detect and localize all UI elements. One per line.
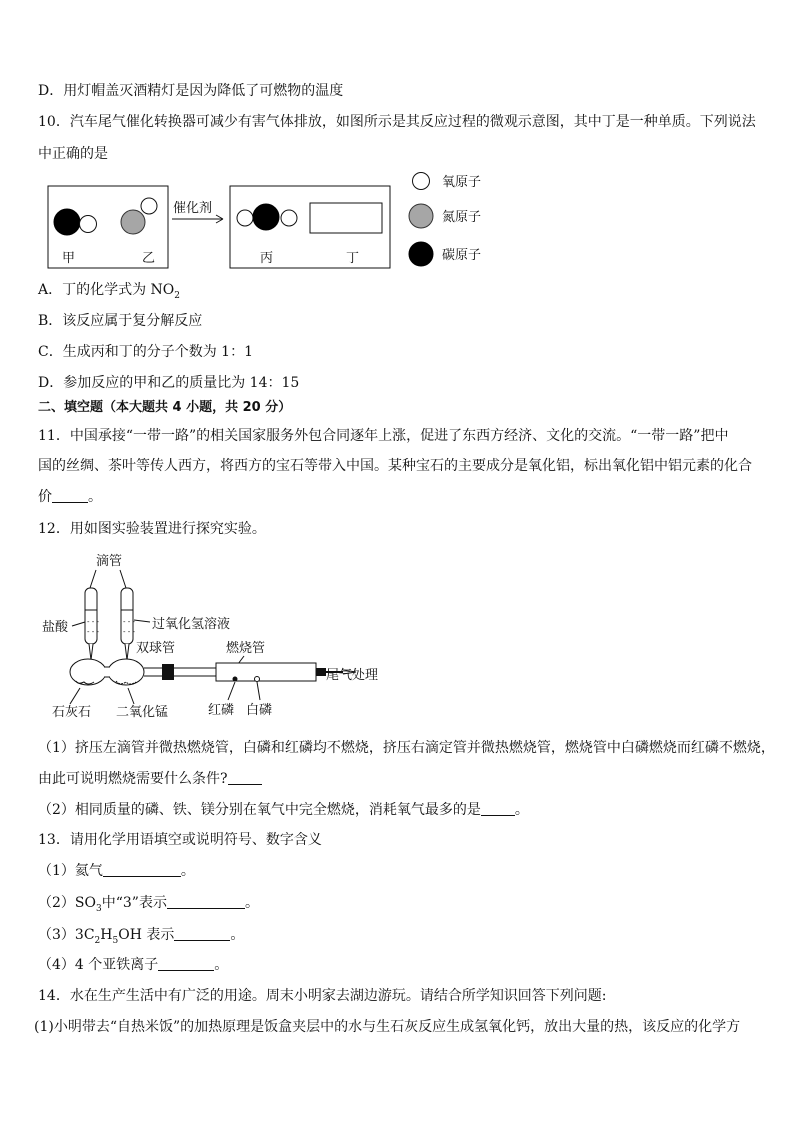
q13-stem: 13．请用化学用语填空或说明符号、数字含义 bbox=[38, 832, 322, 848]
leader-line bbox=[134, 620, 150, 622]
label-h2o2: 过氧化氢溶液 bbox=[152, 617, 231, 632]
label-yi: 乙 bbox=[142, 251, 156, 266]
label-dropper: 滴管 bbox=[96, 554, 123, 569]
q12-apparatus-diagram bbox=[38, 548, 398, 726]
ding-blank-box bbox=[310, 203, 382, 233]
q10-stem-line2: 中正确的是 bbox=[38, 146, 108, 162]
label-red-phosphorus: 红磷 bbox=[208, 703, 235, 718]
q14-sub1: (1)小明带去“自热米饭”的加热原理是饭盒夹层中的水与生石灰反应生成氢氧化钙，放出大量的热，该反应的化学方 bbox=[34, 1019, 741, 1035]
carbon-atom bbox=[54, 209, 80, 235]
carbon-atom bbox=[253, 204, 279, 230]
q11-line3: 价 。 bbox=[38, 489, 102, 505]
q11-line1: 11．中国承接“一带一路”的相关国家服务外包合同逐年上涨，促进了东西方经济、文化的交流。“一带一路”把中 bbox=[38, 428, 729, 444]
leader-line bbox=[228, 682, 235, 700]
section2-title: 二、填空题（本大题共 4 小题，共 20 分） bbox=[38, 400, 292, 415]
legend-oxygen-icon bbox=[413, 173, 430, 190]
q14-stem: 14．水在生产生活中有广泛的用途。周末小明家去湖边游玩。请结合所学知识回答下列问题: bbox=[38, 988, 607, 1004]
answer-blank[interactable] bbox=[158, 956, 214, 971]
oxygen-atom bbox=[141, 198, 157, 214]
leader-line bbox=[128, 688, 134, 704]
leader-line bbox=[70, 688, 80, 704]
legend-nitrogen-label: 氮原子 bbox=[442, 210, 482, 225]
label-bing: 丙 bbox=[260, 251, 274, 266]
q12-sub1-line2: 由此可说明燃烧需要什么条件? bbox=[38, 769, 262, 789]
q13-sub4: （4）4 个亚铁离子 。 bbox=[38, 957, 229, 973]
legend-nitrogen-icon bbox=[409, 204, 433, 228]
label-limestone: 石灰石 bbox=[52, 705, 92, 720]
q12-stem: 12．用如图实验装置进行探究实验。 bbox=[38, 521, 266, 537]
leader-line bbox=[72, 622, 85, 626]
legend-carbon-label: 碳原子 bbox=[442, 248, 482, 263]
label-jia: 甲 bbox=[62, 251, 76, 266]
nitrogen-atom bbox=[121, 210, 145, 234]
label-exhaust: 尾气处理 bbox=[326, 668, 379, 683]
q12-sub2: （2）相同质量的磷、铁、镁分别在氧气中完全燃烧，消耗氧气最多的是 。 bbox=[38, 802, 529, 818]
legend-carbon-icon bbox=[409, 242, 433, 266]
svg-text:- - -: - - - bbox=[87, 618, 100, 626]
oxygen-atom bbox=[80, 216, 97, 233]
label-hcl: 盐酸 bbox=[42, 620, 69, 635]
q9-option-d: D．用灯帽盖灭酒精灯是因为降低了可燃物的温度 bbox=[38, 83, 344, 99]
answer-blank[interactable] bbox=[52, 488, 88, 503]
svg-text:- - -: - - - bbox=[87, 628, 100, 636]
label-mno2: 二氧化锰 bbox=[116, 705, 169, 720]
double-bulb-tube bbox=[70, 659, 216, 685]
leader-line bbox=[257, 682, 260, 700]
answer-blank[interactable] bbox=[174, 926, 230, 941]
legend-oxygen-label: 氧原子 bbox=[442, 175, 482, 190]
answer-blank[interactable] bbox=[167, 894, 245, 909]
answer-blank[interactable] bbox=[103, 862, 181, 877]
q13-sub3: $(3)3C_2H_5OH$ 表示 。 bbox=[38, 927, 245, 946]
q10-reaction-diagram bbox=[40, 166, 500, 274]
svg-text:- - -: - - - bbox=[123, 628, 136, 636]
label-double-bulb: 双球管 bbox=[136, 641, 176, 656]
q10-option-b: B．该反应属于复分解反应 bbox=[38, 313, 203, 329]
q13-sub1: （1）氦气 。 bbox=[38, 863, 195, 879]
left-dropper bbox=[85, 588, 100, 660]
label-combustion-tube: 燃烧管 bbox=[226, 641, 266, 656]
q10-option-c: C．生成丙和丁的分子个数为 1：1 bbox=[38, 344, 253, 360]
oxygen-atom bbox=[281, 210, 297, 226]
leader-line bbox=[120, 570, 126, 588]
q10-option-a: A．丁的化学式为 $NO_2$ bbox=[38, 282, 181, 301]
q11-line2: 国的丝绸、茶叶等传人西方，将西方的宝石等带入中国。某种宝石的主要成分是氧化铝，标出氧化铝中铝元素的化合 bbox=[38, 458, 752, 474]
oxygen-atom bbox=[237, 210, 253, 226]
q12-sub1-line1: （1）挤压左滴管并微热燃烧管，白磷和红磷均不燃烧，挤压右滴定管并微热燃烧管，燃烧管中白磷燃烧而红磷不燃烧， bbox=[38, 740, 775, 756]
label-white-phosphorus: 白磷 bbox=[246, 703, 273, 718]
q10-option-d: D．参加反应的甲和乙的质量比为 14：15 bbox=[38, 375, 300, 391]
right-dropper bbox=[121, 588, 136, 660]
label-ding: 丁 bbox=[346, 251, 360, 266]
q13-sub2: $(2)SO_3$中“3”表示 。 bbox=[38, 895, 259, 914]
leader-line bbox=[90, 570, 96, 588]
answer-blank[interactable] bbox=[481, 801, 515, 816]
q10-stem-line1: 10．汽车尾气催化转换器可减少有害气体排放，如图所示是其反应过程的微观示意图，其中丁是一种单质。下列说法 bbox=[38, 114, 756, 130]
svg-text:- - -: - - - bbox=[123, 618, 136, 626]
answer-blank[interactable] bbox=[228, 770, 262, 785]
catalyst-label: 催化剂 bbox=[173, 201, 213, 216]
